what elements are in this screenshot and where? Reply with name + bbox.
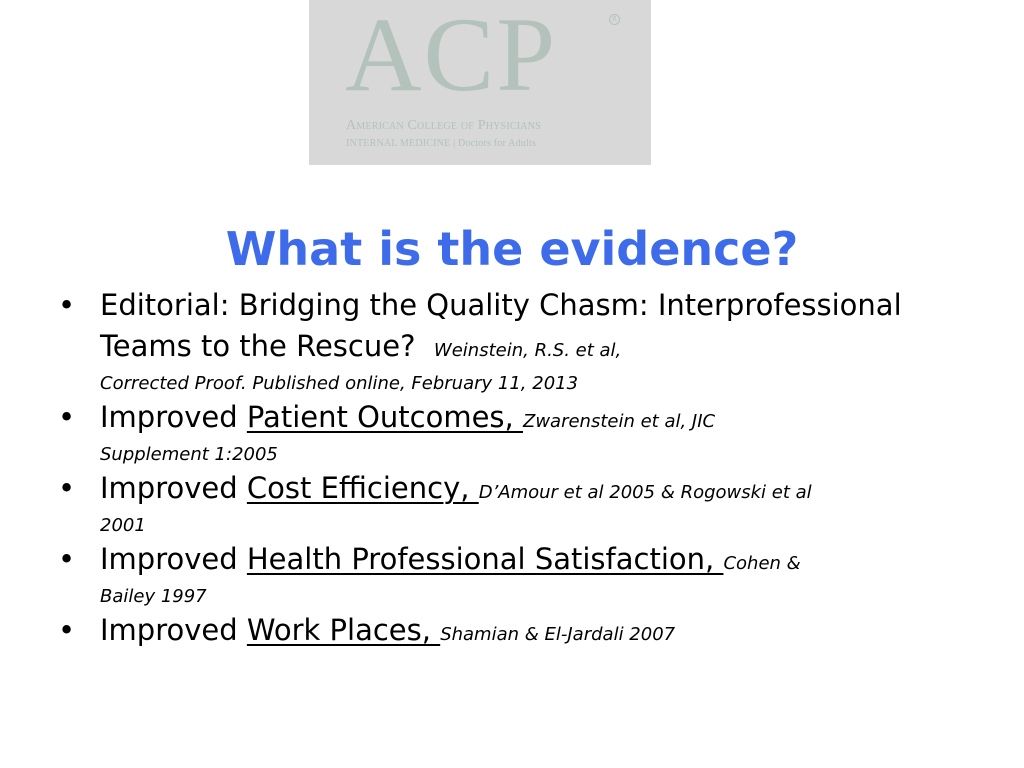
bullet-lead: Improved [100, 613, 247, 647]
bullet-marker: • [58, 471, 76, 505]
logo-letters: ACP [345, 0, 558, 113]
evidence-bullet-list [58, 285, 988, 655]
bullet-highlight: Patient Outcomes, [246, 400, 523, 434]
bullet-highlight: Health Professional Satisfaction, [246, 542, 724, 576]
bullet-citation: Zwarenstein et al, JIC [522, 411, 716, 432]
bullet-marker: • [58, 613, 76, 647]
bullet-lead: Editorial: Bridging the Quality Chasm: Interprofessional Teams to the Rescue? [100, 288, 902, 363]
bullet-citation: Shamian & El-Jardali 2007 [440, 624, 676, 645]
bullet-lead: Improved [100, 542, 247, 576]
bullet-item [58, 610, 988, 655]
bullet-citation-continued: 2001 [100, 515, 146, 536]
registered-mark: R [609, 14, 620, 25]
bullet-citation: D’Amour et al 2005 & Rogowski et al [478, 482, 812, 503]
slide-title: What is the evidence? [225, 221, 799, 276]
bullet-citation-continued: Supplement 1:2005 [100, 444, 278, 465]
bullet-item [58, 285, 988, 397]
logo-organization-name: American College of Physicians [346, 118, 541, 133]
bullet-item [58, 397, 988, 468]
bullet-item [58, 539, 988, 610]
bullet-lead: Improved [100, 400, 247, 434]
bullet-lead: Improved [100, 471, 247, 505]
bullet-marker: • [58, 542, 76, 576]
logo-tagline: INTERNAL MEDICINE | Doctors for Adults [346, 138, 537, 149]
bullet-citation: Weinstein, R.S. et al, [433, 340, 622, 361]
acp-logo [309, 0, 651, 165]
bullet-citation-continued: Bailey 1997 [100, 586, 207, 607]
bullet-citation: Cohen & [723, 553, 801, 574]
bullet-marker: • [58, 288, 76, 322]
bullet-highlight: Work Places, [246, 613, 441, 647]
bullet-highlight: Cost Efficiency, [246, 471, 479, 505]
bullet-item [58, 468, 988, 539]
bullet-citation-continued: Corrected Proof. Published online, February 11, 2013 [100, 373, 579, 394]
bullet-marker: • [58, 400, 76, 434]
